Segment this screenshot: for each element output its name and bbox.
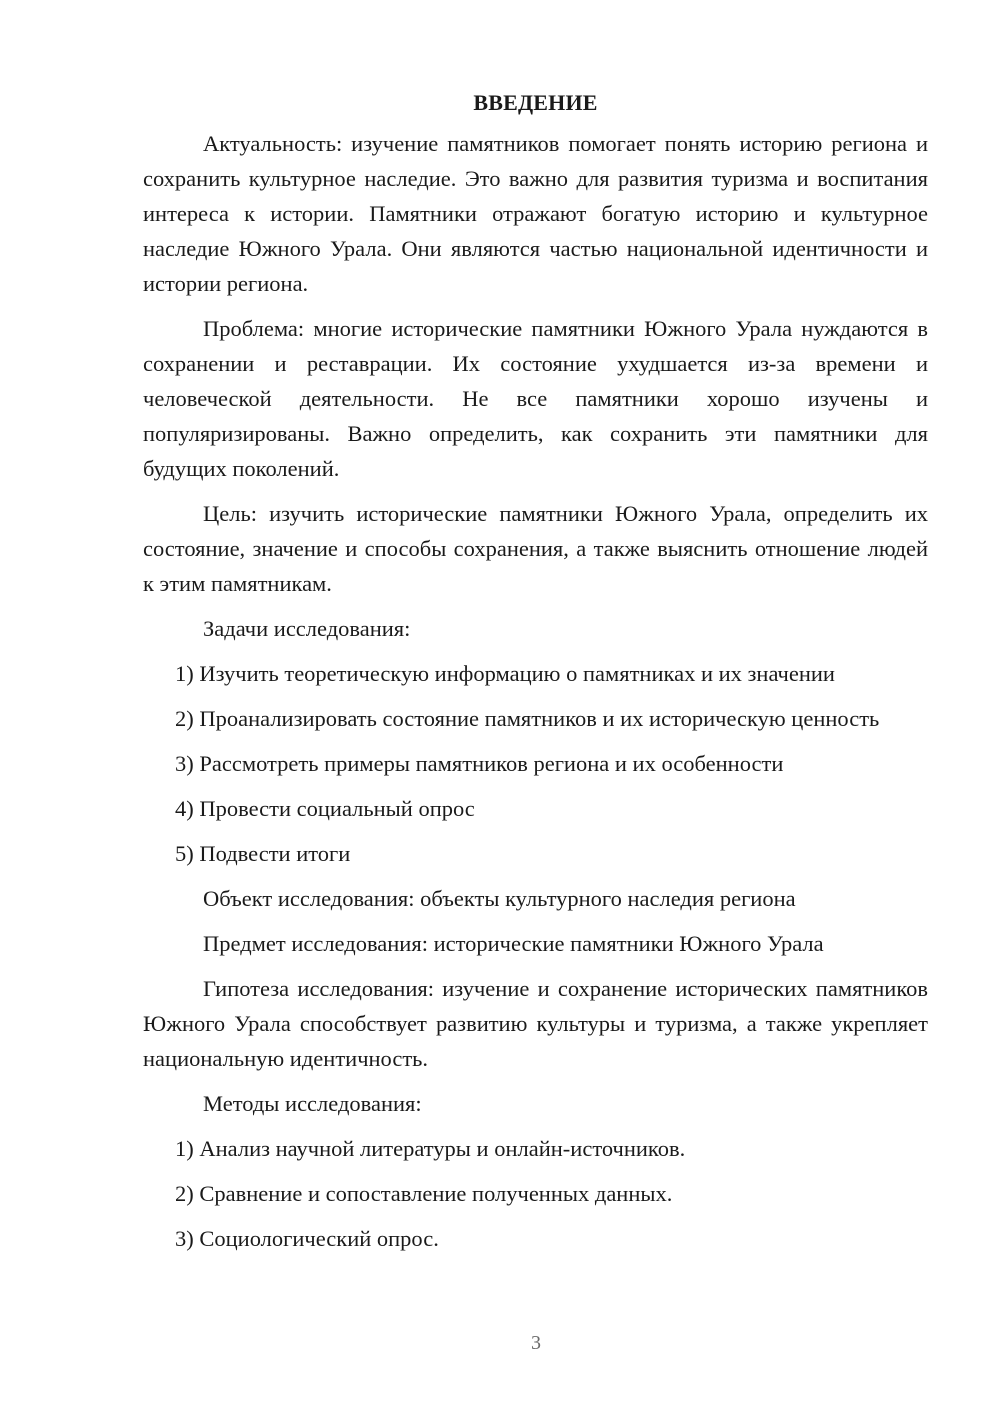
object-paragraph: Объект исследования: объекты культурного наследия региона bbox=[203, 886, 796, 911]
page-content bbox=[143, 90, 928, 1266]
method-item-1: 1) Анализ научной литературы и онлайн-источников. bbox=[175, 1136, 686, 1161]
subject-paragraph: Предмет исследования: исторические памятники Южного Урала bbox=[203, 931, 824, 956]
page-number: 3 bbox=[531, 1332, 541, 1354]
method-item-3: 3) Социологический опрос. bbox=[175, 1226, 439, 1251]
task-item-1: 1) Изучить теоретическую информацию о памятниках и их значении bbox=[175, 661, 835, 686]
methods-intro: Методы исследования: bbox=[203, 1091, 422, 1116]
task-item-2: 2) Проанализировать состояние памятников и их историческую ценность bbox=[175, 706, 880, 731]
page-title: ВВЕДЕНИЕ bbox=[473, 90, 598, 115]
task-item-5: 5) Подвести итоги bbox=[175, 841, 351, 866]
problem-paragraph: Проблема: многие исторические памятники Южного Урала нуждаются в сохранении и реставрации. Их состояние ухудшается из-за времени и человеческой деятельности. Не все памятники хорошо изучены и популяризированы. Важно определить, как сохранить эти памятники для будущих поколений. bbox=[143, 316, 928, 481]
task-item-4: 4) Провести социальный опрос bbox=[175, 796, 475, 821]
method-item-2: 2) Сравнение и сопоставление полученных данных. bbox=[175, 1181, 673, 1206]
tasks-intro: Задачи исследования: bbox=[203, 616, 411, 641]
hypothesis-paragraph: Гипотеза исследования: изучение и сохранение исторических памятников Южного Урала способствует развитию культуры и туризма, а также укрепляет национальную идентичность. bbox=[143, 976, 928, 1071]
goal-paragraph: Цель: изучить исторические памятники Южного Урала, определить их состояние, значение и способы сохранения, а также выяснить отношение людей к этим памятникам. bbox=[143, 501, 928, 596]
task-item-3: 3) Рассмотреть примеры памятников региона и их особенности bbox=[175, 751, 784, 776]
relevance-paragraph: Актуальность: изучение памятников помогает понять историю региона и сохранить культурное наследие. Это важно для развития туризма и воспитания интереса к истории. Памятники отражают богатую историю и культурное наследие Южного Урала. Они являются частью национальной идентичности и истории региона. bbox=[143, 131, 928, 296]
